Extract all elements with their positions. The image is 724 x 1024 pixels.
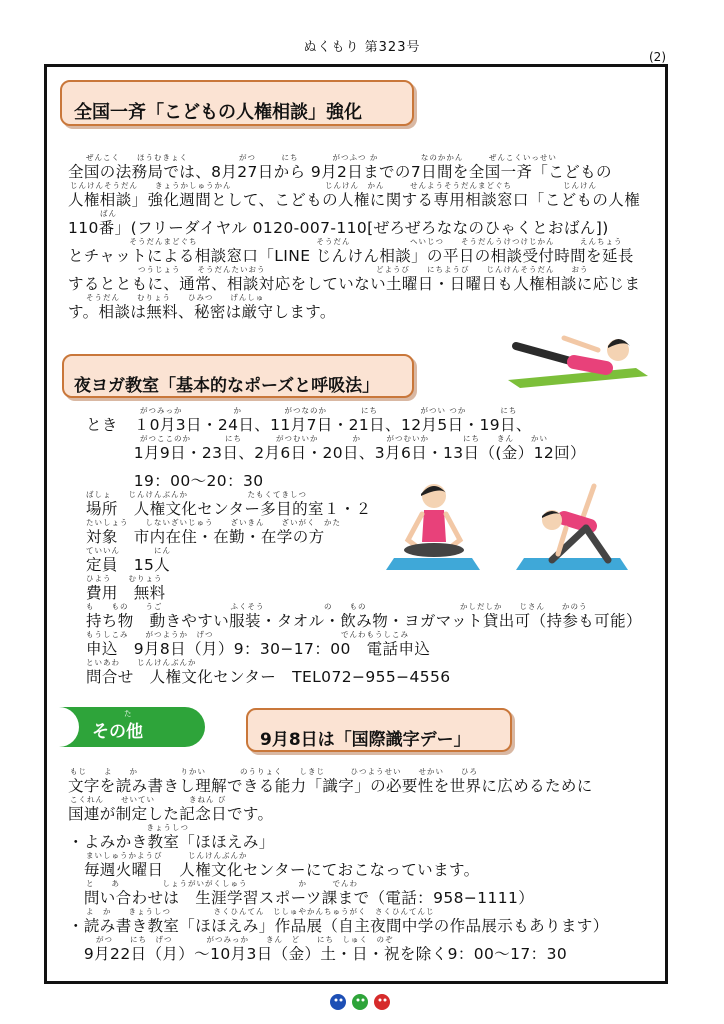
s1-line-2: 110番」(フリーダイヤル 0120-007-110[ぜろぜろななのひゃくとおばん])	[68, 219, 609, 237]
yoga-triangle-pose-illustration	[512, 482, 632, 574]
footer-mascot-logo	[328, 992, 392, 1012]
s3-ruby-1: こくれん せいてい きねん び	[70, 795, 227, 804]
s1-line-1: 人権相談」強化週間として、こどもの人権に関する専用相談窓口「こどもの人権	[68, 191, 641, 209]
section3-title: 9月8日は「国際識字デー」	[260, 730, 471, 750]
s2-line-3: 場所 人権文化センター多目的室１・２	[86, 500, 372, 518]
section3-title-box	[246, 708, 512, 752]
s1-line-3: とチャットによる相談窓口「LINE じんけん相談」の平日の相談受付時間を延長	[68, 247, 634, 265]
s1-ruby-2: ばん	[100, 209, 117, 218]
other-tag-ruby: た	[124, 709, 133, 718]
s2-line-1: 1月9日・23日、2月6日・20日、3月6日・13日（(金）12回）	[86, 444, 586, 462]
s2-ruby-6: ひよう むりょう	[86, 574, 163, 583]
s3-ruby-4: と あ しょうがいがくしゅう か でんわ	[86, 879, 358, 888]
s1-ruby-0: ぜんこく ほうむきょく がつ にち がつふつ か なのかかん ぜんこくいっせい	[86, 153, 557, 162]
s2-line-7: 持ち物 動きやすい服装・タオル・飲み物・ヨガマット貸出可（持参も可能）	[86, 612, 642, 630]
s2-line-8: 申込 9月8日（月）9：30−17：00 電話申込	[86, 640, 431, 658]
s2-ruby-5: ていいん にん	[86, 546, 171, 555]
s1-line-5: す。相談は無料、秘密は厳守します。	[68, 303, 336, 321]
yoga-boat-pose-illustration	[496, 318, 652, 388]
s3-line-4: 問い合わせは 生涯学習スポーツ課まで（電話：958−1111）	[68, 889, 535, 907]
s2-line-2: 19：00〜20：30	[86, 472, 264, 490]
s2-ruby-7: も もの うご ふくそう の もの かしだしか じさん かのう	[86, 602, 588, 611]
s2-ruby-4: たいしょう しないざいじゅう ざいきん ざいがく かた	[86, 518, 341, 527]
s2-ruby-1: がつここのか にち がつむいか か がつむいか にち きん かい	[140, 434, 548, 443]
yoga-meditation-illustration	[386, 480, 482, 572]
s2-ruby-3: ばしょ じんけんぶんか たもくてきしつ	[86, 490, 307, 499]
s3-ruby-3: まいしゅうかようび じんけんぶんか	[86, 851, 248, 860]
section1-title: 全国一斉「こどもの人権相談」強化	[74, 102, 362, 123]
s2-line-0: とき １0月3日・24日、11月7日・21日、12月5日・19日、	[86, 416, 532, 434]
s3-line-3: 毎週火曜日 人権文化センターにておこなっています。	[68, 861, 480, 879]
s3-line-5: ・読み書き教室「ほほえみ」作品展（自主夜間中学の作品展示もあります）	[68, 917, 609, 935]
s1-ruby-5: そうだん むりょう ひみつ げんしゅ	[86, 293, 265, 302]
s3-ruby-2: きょうしつ	[70, 823, 189, 832]
s1-ruby-3: そうだんまどぐち そうだん へいじつ そうだんうけつけじかん えんちょう	[70, 237, 623, 246]
s3-line-1: 国連が制定した記念日です。	[68, 805, 274, 823]
s3-line-2: ・よみかき教室「ほほえみ」	[68, 833, 275, 851]
section2-title-box	[62, 354, 414, 398]
s1-line-4: するとともに、通常、相談対応をしていない土曜日・日曜日も人権相談に応じま	[68, 275, 641, 293]
s3-line-6: 9月22日（月）〜10月3日（金）土・日・祝を除く9：00〜17：30	[68, 945, 568, 963]
s2-line-9: 問合せ 人権文化センター TEL072−955−4556	[86, 668, 451, 686]
s3-ruby-5: よ か きょうしつ さくひんてん じしゅやかんちゅうがく さくひんてんじ	[86, 907, 435, 916]
s2-ruby-8: もうしこみ がつようか げつ でんわもうしこみ	[86, 630, 409, 639]
s1-line-0: 全国の法務局では、8月27日から 9月2日までの7日間を全国一斉「こどもの	[68, 163, 612, 181]
s2-line-4: 対象 市内在住・在勤・在学の方	[86, 528, 325, 546]
s3-ruby-0: もじ よ か りかい のうりょく しきじ ひつようせい せかい ひろ	[70, 767, 478, 776]
s2-ruby-0: がつみっか か がつなのか にち がつい つか にち	[140, 406, 518, 415]
s1-ruby-4: つうじょう そうだんたいおう どようび にちようび じんけんそうだん おう	[70, 265, 589, 274]
s3-line-0: 文字を読み書きし理解できる能力「識字」の必要性を世界に広めるために	[68, 777, 593, 795]
section1-title-box	[60, 80, 414, 126]
s2-ruby-9: といあわ じんけんぶんか	[86, 658, 197, 667]
newsletter-header: ぬくもり 第323号	[303, 40, 421, 55]
s3-ruby-6: がつ にち げつ がつみっか きん ど にち しゅく のぞ	[96, 935, 394, 944]
page-number: (2)	[649, 50, 666, 64]
section2-title: 夜ヨガ教室「基本的なポーズと呼吸法」	[74, 376, 380, 396]
other-tag-label: その他	[92, 722, 143, 742]
s2-line-6: 費用 無料	[86, 584, 166, 602]
s1-ruby-1: じんけんそうだん きょうかしゅうかん じんけん かん せんようそうだんまどぐち じんけん	[70, 181, 597, 190]
s2-line-5: 定員 15人	[86, 556, 171, 574]
